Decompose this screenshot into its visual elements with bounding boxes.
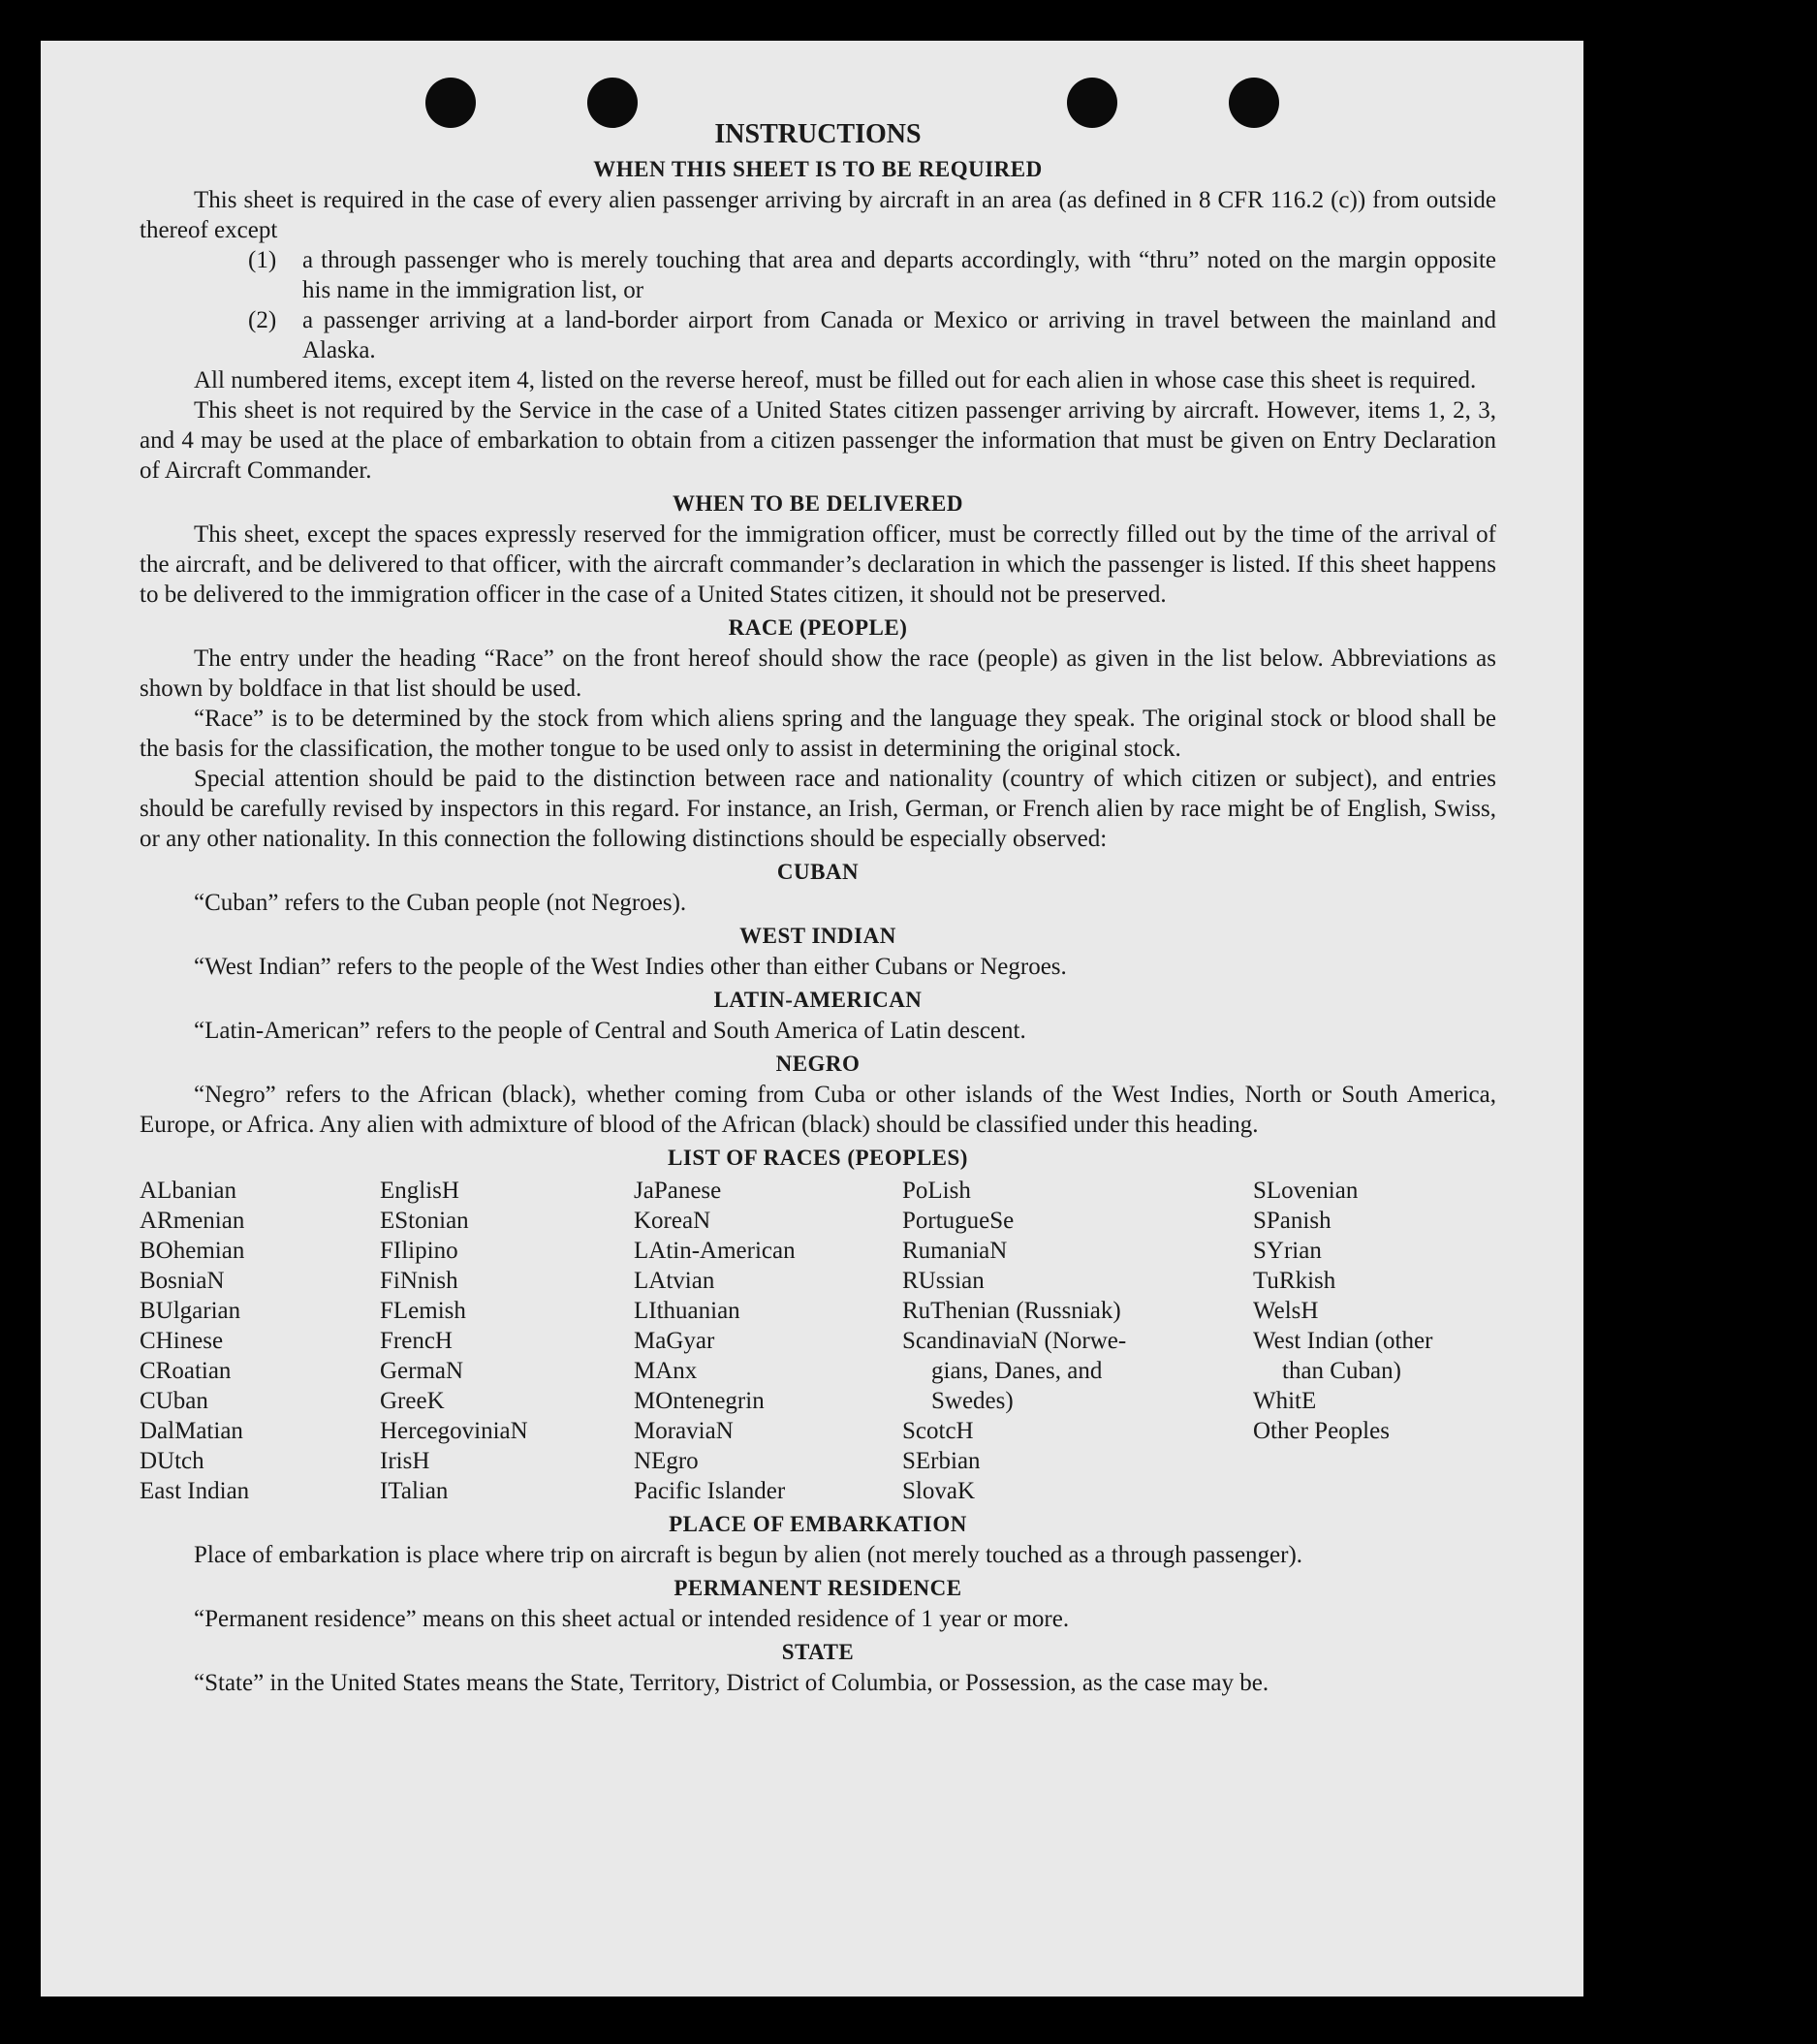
exception-item	[248, 305, 1496, 365]
race-item: FLemish	[380, 1298, 466, 1324]
race-item: LAtin-American	[634, 1238, 796, 1264]
item-text: a through passenger who is merely touching that area and departs accordingly, with “thru” noted on the margin opposite his name in the immigration list, or	[302, 247, 1496, 303]
heading-list-of-races: LIST OF RACES (PEOPLES)	[668, 1146, 968, 1170]
race-item: WelsH	[1253, 1298, 1319, 1324]
race-item: JaPanese	[634, 1178, 722, 1204]
paragraph: Special attention should be paid to the distinction between race and nationality (country of which citizen or subject), and entries should be carefully revised by inspectors in this regard. For instance, an Irish, German, or French alien by race might be of English, Swiss, or any other nationality. In this connection the following distinctions should be especially observed:	[140, 766, 1496, 852]
race-item: EnglisH	[380, 1178, 459, 1204]
race-item: ALbanian	[140, 1178, 236, 1204]
race-item: SLovenian	[1253, 1178, 1359, 1204]
race-item: IrisH	[380, 1448, 430, 1474]
heading-cuban: CUBAN	[776, 860, 860, 884]
heading-race: RACE (PEOPLE)	[728, 615, 908, 640]
race-column	[1253, 1176, 1496, 1506]
race-item: HercegoviniaN	[380, 1418, 528, 1444]
item-text: a passenger arriving at a land-border airport from Canada or Mexico or arriving in travel between the mainland and Alaska.	[302, 307, 1496, 363]
heading-latin-american: LATIN-AMERICAN	[713, 988, 923, 1012]
exception-item	[248, 245, 1496, 305]
race-item: Other Peoples	[1253, 1418, 1390, 1444]
race-item: SErbian	[902, 1448, 981, 1474]
race-item: FrencH	[380, 1328, 453, 1354]
heading-negro: NEGRO	[775, 1052, 861, 1076]
race-item-continued: gians, Danes, and	[931, 1358, 1103, 1384]
race-item: MOntenegrin	[634, 1388, 765, 1414]
heading-west-indian: WEST INDIAN	[739, 924, 896, 948]
heading-permanent-residence: PERMANENT RESIDENCE	[674, 1576, 962, 1600]
race-list	[140, 1176, 1496, 1506]
race-column	[380, 1176, 634, 1506]
race-item: TuRkish	[1253, 1268, 1336, 1294]
race-item: West Indian (other	[1253, 1328, 1433, 1354]
race-item: SlovaK	[902, 1478, 975, 1504]
race-column	[902, 1176, 1253, 1506]
race-item: CRoatian	[140, 1358, 232, 1384]
page-title: INSTRUCTIONS	[714, 119, 922, 149]
race-item: PortugueSe	[902, 1208, 1015, 1234]
paragraph: This sheet is required in the case of every alien passenger arriving by aircraft in an area (as defined in 8 CFR 116.2 (c)) from outside thereof except	[140, 187, 1496, 243]
race-item: ScotcH	[902, 1418, 974, 1444]
race-item: SPanish	[1253, 1208, 1331, 1234]
paragraph: This sheet is not required by the Service in the case of a United States citizen passenger arriving by aircraft. However, items 1, 2, 3, and 4 may be used at the place of embarkation to obtain from a citizen passenger the information that must be given on Entry Declaration of Aircraft Commander.	[140, 397, 1496, 484]
race-item: GreeK	[380, 1388, 445, 1414]
race-item: EStonian	[380, 1208, 469, 1234]
race-item: BUlgarian	[140, 1298, 241, 1324]
heading-place-of-embarkation: PLACE OF EMBARKATION	[669, 1512, 967, 1536]
item-number: (2)	[248, 307, 277, 333]
paragraph: “Latin-American” refers to the people of Central and South America of Latin descent.	[194, 1018, 1026, 1044]
race-item: FiNnish	[380, 1268, 458, 1294]
race-item-continued: Swedes)	[931, 1388, 1014, 1414]
race-item: DalMatian	[140, 1418, 243, 1444]
paragraph: “Permanent residence” means on this sheet actual or intended residence of 1 year or more.	[194, 1606, 1070, 1632]
paragraph: “Race” is to be determined by the stock from which aliens spring and the language they speak. The original stock or blood shall be the basis for the classification, the mother tongue to be used only to assist in determining the original stock.	[140, 706, 1496, 762]
paragraph: All numbered items, except item 4, listed on the reverse hereof, must be filled out for each alien in whose case this sheet is required.	[194, 367, 1477, 393]
document-page	[41, 41, 1583, 1997]
heading-when-required: WHEN THIS SHEET IS TO BE REQUIRED	[593, 157, 1043, 181]
race-item: East Indian	[140, 1478, 250, 1504]
race-item: SYrian	[1253, 1238, 1322, 1264]
race-item: CHinese	[140, 1328, 224, 1354]
race-column	[634, 1176, 902, 1506]
heading-state: STATE	[781, 1640, 855, 1664]
paragraph: This sheet, except the spaces expressly reserved for the immigration officer, must be correctly filled out by the time of the arrival of the aircraft, and be delivered to that officer, with the aircraft commander’s declaration in which the passenger is listed. If this sheet happens to be delivered to the immigration officer in the case of a United States citizen, it should not be preserved.	[140, 521, 1496, 608]
race-item: PoLish	[902, 1178, 971, 1204]
race-item: MAnx	[634, 1358, 698, 1384]
paragraph: Place of embarkation is place where trip on aircraft is begun by alien (not merely touched as a through passenger).	[194, 1542, 1303, 1568]
item-number: (1)	[248, 247, 277, 273]
race-item: RuThenian (Russniak)	[902, 1298, 1121, 1324]
paragraph: “State” in the United States means the State, Territory, District of Columbia, or Possession, as the case may be.	[194, 1670, 1269, 1696]
race-item: Pacific Islander	[634, 1478, 786, 1504]
race-item: KoreaN	[634, 1208, 711, 1234]
race-item: MaGyar	[634, 1328, 715, 1354]
race-item: ITalian	[380, 1478, 449, 1504]
race-item: CUban	[140, 1388, 208, 1414]
race-item: FIlipino	[380, 1238, 458, 1264]
paragraph: “West Indian” refers to the people of the West Indies other than either Cubans or Negroes.	[194, 954, 1067, 980]
race-item: LAtvian	[634, 1268, 715, 1294]
race-item: GermaN	[380, 1358, 464, 1384]
race-item: BOhemian	[140, 1238, 245, 1264]
paragraph: The entry under the heading “Race” on the front hereof should show the race (people) as given in the list below. Abbreviations as shown by boldface in that list should be used.	[140, 645, 1496, 702]
heading-when-delivered: WHEN TO BE DELIVERED	[673, 491, 963, 516]
race-item: DUtch	[140, 1448, 204, 1474]
race-item: LIthuanian	[634, 1298, 740, 1324]
paragraph: “Negro” refers to the African (black), whether coming from Cuba or other islands of the West Indies, North or South America, Europe, or Africa. Any alien with admixture of blood of the African (black) should be classified under this heading.	[140, 1082, 1496, 1138]
race-item: NEgro	[634, 1448, 699, 1474]
race-item: RUssian	[902, 1268, 985, 1294]
paragraph: “Cuban” refers to the Cuban people (not Negroes).	[194, 890, 687, 916]
instructions-content	[140, 118, 1496, 1698]
race-column	[140, 1176, 380, 1506]
race-item: ScandinaviaN (Norwe-	[902, 1328, 1127, 1354]
race-item: RumaniaN	[902, 1238, 1008, 1264]
race-item: ARmenian	[140, 1208, 245, 1234]
race-item-continued: than Cuban)	[1282, 1358, 1401, 1384]
race-item: WhitE	[1253, 1388, 1317, 1414]
race-item: MoraviaN	[634, 1418, 734, 1444]
race-item: BosniaN	[140, 1268, 225, 1294]
